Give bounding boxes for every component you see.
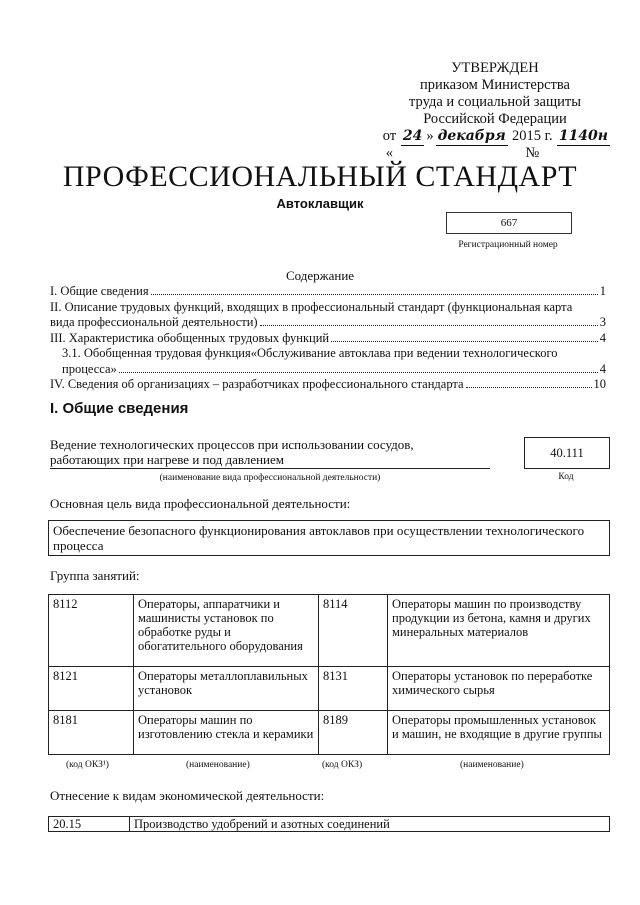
table-row [49, 667, 610, 711]
okz-code-cell: 8131 [319, 667, 388, 711]
okz-name-cell: Операторы установок по переработке химического сырья [388, 667, 610, 711]
activity-line: работающих при нагреве и под давлением [50, 452, 490, 469]
toc-item[interactable]: I. Общие сведения 1 [50, 284, 606, 298]
table-row [49, 817, 610, 832]
approval-date-line: от « 24 » декабря 2015 г. № 1140н [382, 128, 608, 161]
toc-item[interactable]: 3.1. Обобщенная трудовая функция«Обслуживание автоклава при ведении технологического процесса» 4 [62, 346, 606, 376]
registration-number-box: 667 [446, 212, 572, 234]
activity-code-caption: Код [558, 472, 574, 482]
document-subtitle: Автоклавщик [276, 196, 364, 211]
okz-code-cell: 8189 [319, 711, 388, 755]
activity-code-box: 40.111 [524, 437, 610, 469]
econ-activity-table [48, 816, 610, 832]
occupation-groups-table [48, 594, 610, 755]
okz-name-cell: Операторы промышленных установок и машин, не входящие в другие группы [388, 711, 610, 755]
table-row [49, 711, 610, 755]
okz-name-cell: Операторы машин по изготовлению стекла и керамики [134, 711, 319, 755]
approval-line: Российской Федерации [423, 111, 567, 127]
table-of-contents [50, 284, 606, 393]
handwritten-day: 24 [402, 128, 423, 144]
approval-line: труда и социальной защиты [409, 94, 581, 110]
goal-label: Основная цель вида профессиональной деятельности: [50, 496, 351, 511]
toc-item[interactable]: II. Описание трудовых функций, входящих в профессиональный стандарт (функциональная карта вида профессиональной деятельности) 3 [50, 299, 606, 329]
caption: (код ОКЗ) [322, 760, 363, 770]
caption: (наименование) [186, 760, 250, 770]
section-heading: I. Общие сведения [50, 400, 189, 417]
caption: (наименование) [460, 760, 524, 770]
okz-code-cell: 8114 [319, 595, 388, 667]
okz-code-cell: 8181 [49, 711, 134, 755]
table-row [49, 595, 610, 667]
activity-caption: (наименование вида профессиональной деятельности) [159, 473, 381, 483]
okz-name-cell: Операторы машин по производству продукции из бетона, камня и других минеральных материалов [388, 595, 610, 667]
toc-title: Содержание [285, 268, 355, 283]
handwritten-month: декабря [437, 128, 506, 144]
approval-block [380, 60, 610, 162]
okz-code-cell: 8112 [49, 595, 134, 667]
caption: (код ОКЗ¹) [66, 760, 109, 770]
approval-line: приказом Министерства [420, 77, 570, 93]
okved-name-cell: Производство удобрений и азотных соединений [130, 817, 610, 832]
toc-item[interactable]: IV. Сведения об организациях – разработчиках профессионального стандарта 10 [50, 377, 606, 391]
okved-code-cell: 20.15 [49, 817, 130, 832]
econ-activity-label: Отнесение к видам экономической деятельности: [50, 788, 325, 803]
groups-label: Группа занятий: [50, 568, 140, 583]
activity-type [50, 437, 490, 486]
okz-name-cell: Операторы металлоплавильных установок [134, 667, 319, 711]
toc-item[interactable]: III. Характеристика обобщенных трудовых функций 4 [50, 330, 606, 345]
document-title: ПРОФЕССИОНАЛЬНЫЙ СТАНДАРТ [62, 160, 578, 193]
okz-name-cell: Операторы, аппаратчики и машинисты установок по обработке руды и обогатительного оборудования [134, 595, 319, 667]
okz-code-cell: 8121 [49, 667, 134, 711]
activity-line: Ведение технологических процессов при использовании сосудов, [50, 437, 414, 452]
handwritten-order-number: 1140н [558, 128, 608, 144]
approval-heading: УТВЕРЖДЕН [451, 60, 539, 76]
goal-box: Обеспечение безопасного функционирования автоклавов при осуществлении технологического процесса [48, 520, 610, 556]
registration-number-label: Регистрационный номер [458, 240, 558, 250]
